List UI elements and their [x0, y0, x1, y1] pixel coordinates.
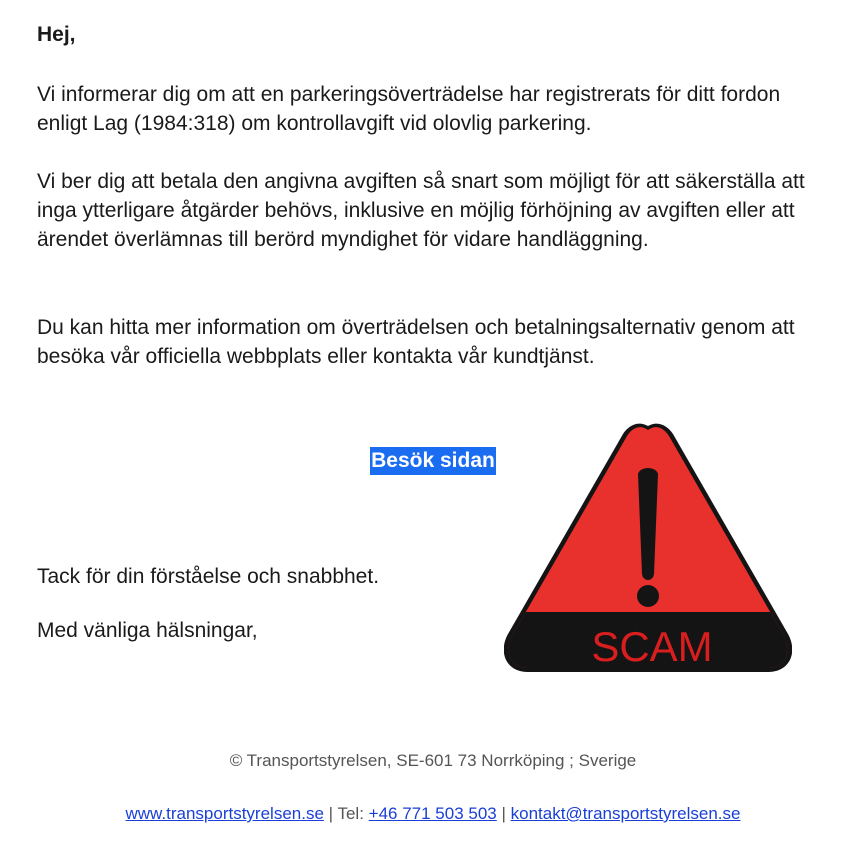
- email-separator: |: [496, 804, 511, 823]
- phone-link[interactable]: +46 771 503 503: [368, 804, 497, 823]
- footer-address: © Transportstyrelsen, SE-601 73 Norrköping ; Sverige: [229, 751, 637, 770]
- paragraph-payment-request: Vi ber dig att betala den angivna avgiften så snart som möjligt för att säkerställa att inga ytterligare åtgärder behövs, inklusive en möjlig förhöjning av avgiften eller att ärendet överlämnas till berörd myndighet för vidare handläggning.: [37, 170, 805, 251]
- paragraph-violation-notice: Vi informerar dig om att en parkeringsöverträdelse har registrerats för ditt fordon enligt Lag (1984:318) om kontrollavgift vid olovlig parkering.: [37, 83, 781, 135]
- email-link[interactable]: kontakt@transportstyrelsen.se: [510, 804, 741, 823]
- footer-links: [0, 803, 850, 825]
- regards-text: Med vänliga hälsningar,: [37, 619, 258, 642]
- website-link[interactable]: www.transportstyrelsen.se: [125, 804, 324, 823]
- exclamation-dot: [637, 585, 659, 607]
- visit-site-button[interactable]: Besök sidan: [370, 447, 496, 475]
- tel-separator: | Tel:: [323, 804, 369, 823]
- thanks-text: Tack för din förståelse och snabbhet.: [37, 565, 380, 588]
- scam-label: SCAM: [591, 623, 713, 670]
- scam-warning-icon: [504, 422, 792, 672]
- paragraph-more-info: Du kan hitta mer information om överträdelsen och betalningsalternativ genom att besöka vår officiella webbplats eller kontakta vår kundtjänst.: [37, 316, 795, 368]
- greeting: Hej,: [37, 23, 76, 46]
